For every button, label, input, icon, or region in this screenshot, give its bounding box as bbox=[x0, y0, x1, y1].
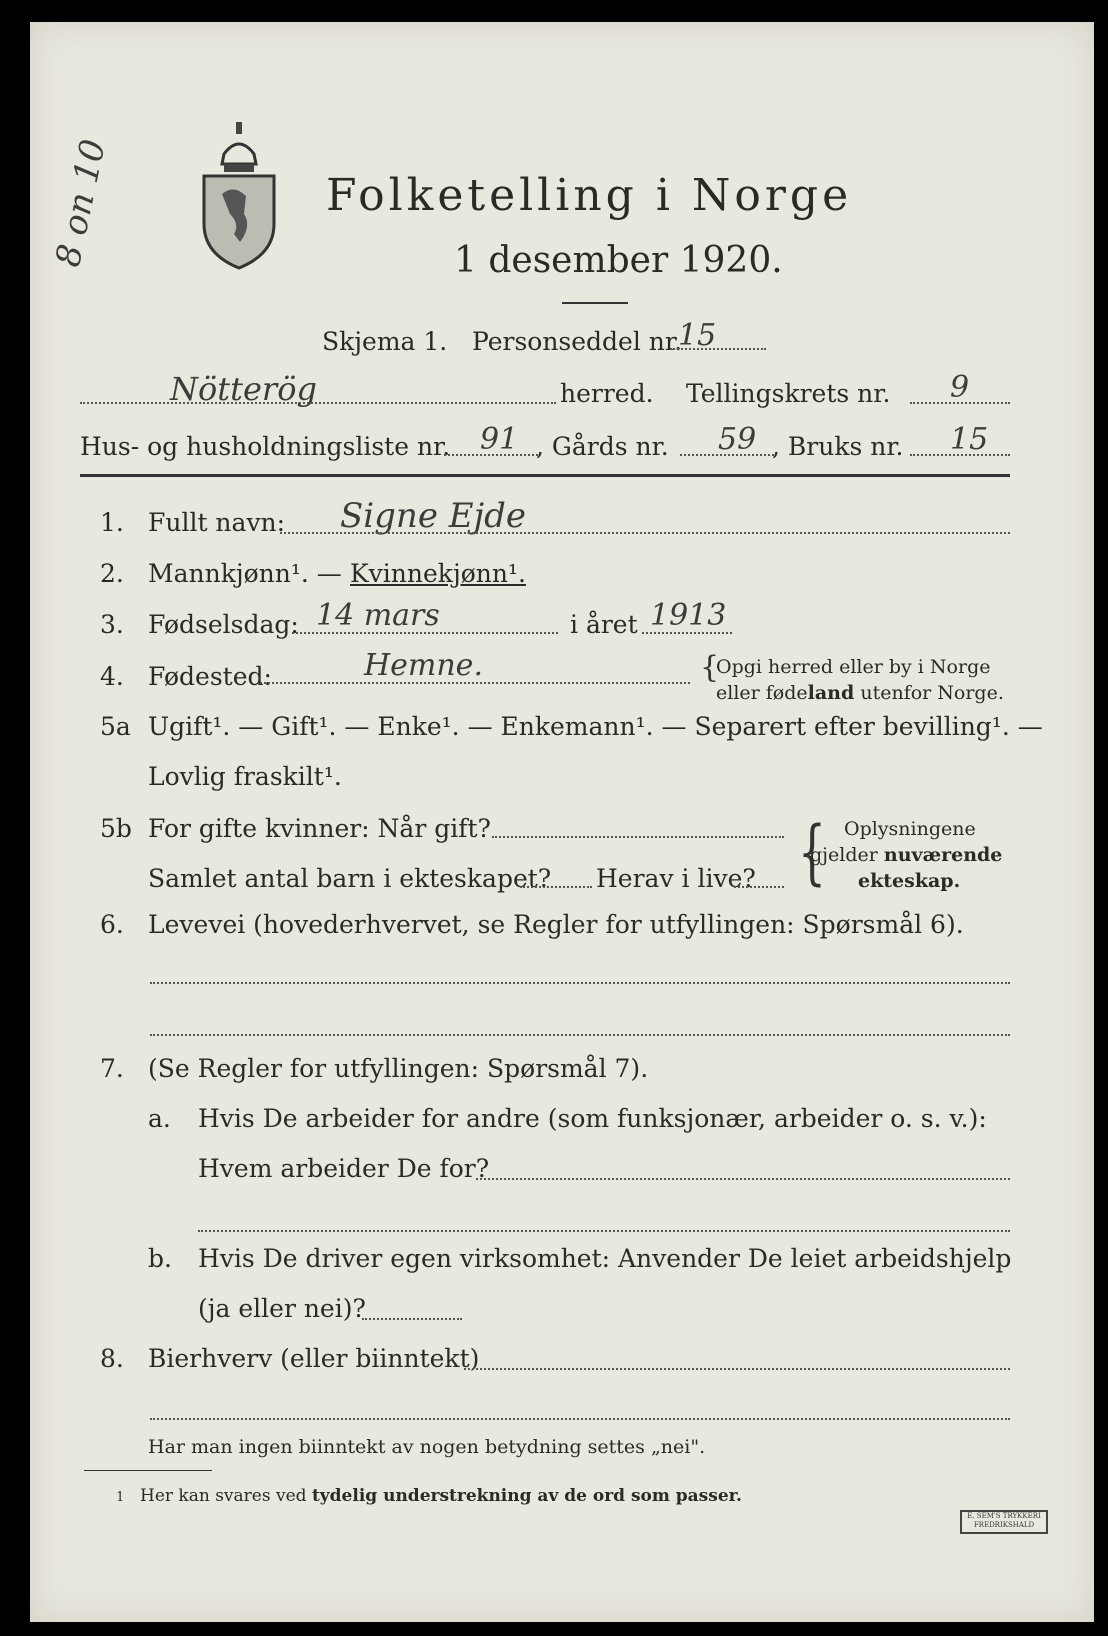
q3-number: 3. bbox=[100, 610, 124, 639]
personseddel-label: Personseddel nr. bbox=[472, 327, 683, 356]
hired-help-field[interactable] bbox=[362, 1318, 462, 1320]
q5a-number: 5a bbox=[100, 712, 131, 741]
q8-text: Bierhverv (eller biinntekt) bbox=[148, 1344, 480, 1373]
husliste-value[interactable]: 91 bbox=[480, 422, 519, 457]
no-income-note: Har man ingen biinntekt av nogen betydning settes „nei". bbox=[148, 1436, 706, 1458]
q7a-text: Hvis De arbeider for andre (som funksjonær, arbeider o. s. v.): bbox=[198, 1104, 987, 1133]
tellingskrets-value[interactable]: 9 bbox=[950, 370, 970, 405]
husliste-label: Hus- og husholdningsliste nr. bbox=[80, 432, 451, 461]
personseddel-value[interactable]: 15 bbox=[678, 318, 717, 353]
q1-number: 1. bbox=[100, 508, 124, 537]
gards-label: , Gårds nr. bbox=[536, 432, 669, 461]
marriage-note-2: gjelder nuværende bbox=[810, 844, 1003, 866]
bruks-value[interactable]: 15 bbox=[950, 422, 989, 457]
q7a-text-2: Hvem arbeider De for? bbox=[198, 1154, 490, 1183]
skjema-label: Skjema 1. bbox=[322, 327, 448, 356]
header-divider bbox=[80, 474, 1010, 477]
side-income-field-2[interactable] bbox=[150, 1418, 1010, 1420]
side-income-field[interactable] bbox=[464, 1368, 1010, 1370]
q7b-text-2: (ja eller nei)? bbox=[198, 1294, 366, 1323]
male-option[interactable]: Mannkjønn¹. — bbox=[148, 559, 342, 588]
children-label: Samlet antal barn i ekteskapet? bbox=[148, 864, 552, 893]
marital-options-2[interactable]: Lovlig fraskilt¹. bbox=[148, 762, 342, 791]
gards-value[interactable]: 59 bbox=[718, 422, 757, 457]
bruks-label: , Bruks nr. bbox=[772, 432, 904, 461]
occupation-line-2[interactable] bbox=[150, 1034, 1010, 1036]
female-option[interactable]: Kvinnekjønn¹. bbox=[350, 559, 526, 588]
form-date: 1 desember 1920. bbox=[454, 240, 783, 281]
q7-number: 7. bbox=[100, 1054, 124, 1083]
q4-number: 4. bbox=[100, 662, 124, 691]
q5b-number: 5b bbox=[100, 814, 132, 843]
q3-label: Fødselsdag: bbox=[148, 610, 299, 639]
herred-value[interactable]: Nötterög bbox=[170, 370, 317, 408]
birthplace-value[interactable]: Hemne. bbox=[364, 648, 483, 683]
coat-of-arms-icon bbox=[194, 114, 284, 270]
q7-text: (Se Regler for utfyllingen: Spørsmål 7). bbox=[148, 1054, 649, 1083]
employer-field[interactable] bbox=[476, 1178, 1010, 1180]
footnote-text: Her kan svares ved tydelig understrekning av de ord som passer. bbox=[140, 1486, 742, 1506]
year-label: i året bbox=[570, 610, 638, 639]
marital-options[interactable]: Ugift¹. — Gift¹. — Enke¹. — Enkemann¹. — Separert efter bevilling¹. — bbox=[148, 712, 1043, 741]
q4-label: Fødested: bbox=[148, 662, 272, 691]
birth-year-value[interactable]: 1913 bbox=[650, 598, 727, 633]
q1-label: Fullt navn: bbox=[148, 508, 286, 537]
q8-number: 8. bbox=[100, 1344, 124, 1373]
q7a-label: a. bbox=[148, 1104, 171, 1133]
q6-number: 6. bbox=[100, 910, 124, 939]
employer-field-2[interactable] bbox=[198, 1230, 1010, 1232]
q6-text: Levevei (hovederhvervet, se Regler for utfyllingen: Spørsmål 6). bbox=[148, 910, 964, 939]
printer-stamp: E. SEM'S TRYKKERI FREDRIKSHALD bbox=[960, 1510, 1048, 1534]
footnote-mark: 1 bbox=[116, 1490, 125, 1505]
census-form: 8 on 10 Folketelling i Norge 1 desember 1920. Skjema 1. Personseddel nr. 15 Nötterög herred. Tellingskrets nr. 9 Hus- og husholdningsliste nr. 91 , Gårds nr. 59 , Bruks nr. 15 1. Fullt navn: Signe Ejde 2. Mannkjønn¹. — Kvinnekjønn¹. 3. Fødselsdag: 14 mars i året 1913 4. Fødested: Hemne. { Opgi herred eller by i Norge eller fødeland utenfor Norge. 5a Ugift¹. — Gift¹. — Enke¹. — Enkemann¹. — Separert efter bevilling¹. — Lovlig fraskilt¹. 5b For gifte kvinner: Når gift? Samlet antal barn i ekteskapet? Herav i live? { Oplysningene gjelder nuværende ekteskap. 6. Levevei (hovederhvervet, se Regler for utfyllingen: Spørsmål 6). 7. (Se Regler for utfyllingen: Spørsmål 7). a. Hvis De arbeider for andre (som funksjonær, arbeider o. s. v.): Hvem arbeider De for? b. Hvis De driver egen virksomhet: Anvender De leiet arbeidshjelp (ja eller nei)? 8. Bierhverv (eller biinntekt) Har man ingen biinntekt av nogen betydning settes „nei". 1 Her kan svares ved tydelig understrekning av de ord som passer. E. SEM'S TRYKKERI FREDRIKSHALD bbox=[30, 22, 1094, 1622]
birthday-value[interactable]: 14 mars bbox=[316, 598, 440, 633]
occupation-line-1[interactable] bbox=[150, 982, 1010, 984]
marriage-note-3: ekteskap. bbox=[858, 870, 961, 892]
birthplace-note-2: eller fødeland utenfor Norge. bbox=[716, 682, 1004, 704]
married-when-label: For gifte kvinner: Når gift? bbox=[148, 814, 491, 843]
full-name-value[interactable]: Signe Ejde bbox=[340, 496, 527, 536]
tellingskrets-label: Tellingskrets nr. bbox=[686, 379, 891, 408]
alive-label: Herav i live? bbox=[596, 864, 756, 893]
herred-label: herred. bbox=[560, 379, 654, 408]
marriage-note-1: Oplysningene bbox=[844, 818, 976, 840]
q7b-label: b. bbox=[148, 1244, 172, 1273]
q2-number: 2. bbox=[100, 559, 124, 588]
q7b-text: Hvis De driver egen virksomhet: Anvender De leiet arbeidshjelp bbox=[198, 1244, 1012, 1273]
birthplace-note-1: Opgi herred eller by i Norge bbox=[716, 656, 991, 678]
title-rule bbox=[562, 302, 628, 304]
form-title: Folketelling i Norge bbox=[326, 170, 853, 221]
margin-note: 8 on 10 bbox=[48, 135, 114, 271]
